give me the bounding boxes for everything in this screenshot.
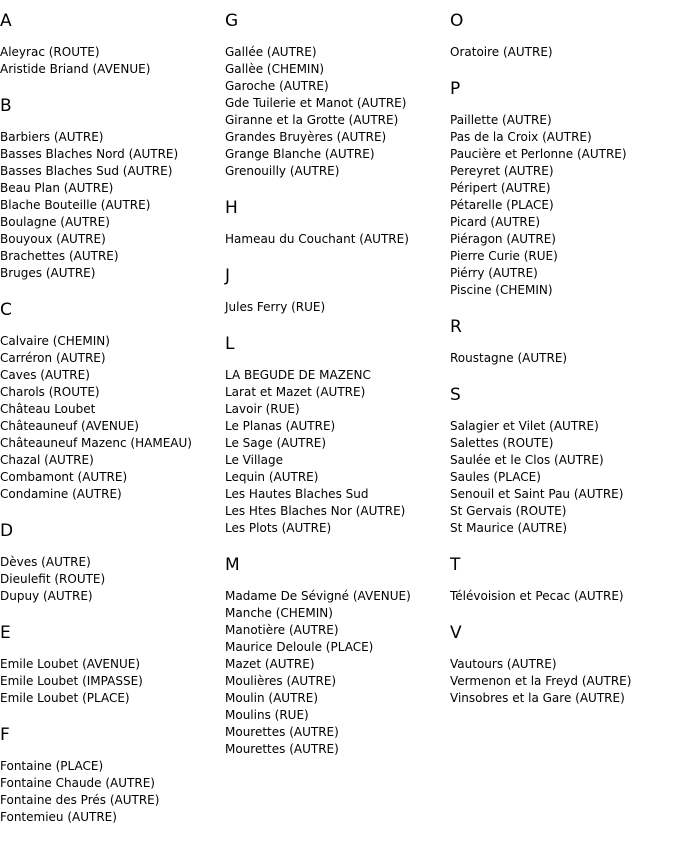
street-entry: Les Htes Blaches Nor (AUTRE) (225, 504, 406, 518)
section-letter: S (450, 385, 461, 405)
street-entry: Pierre Curie (RUE) (450, 249, 558, 263)
street-entry: Gallèe (CHEMIN) (225, 62, 325, 76)
section-spacer (0, 282, 224, 299)
street-list (450, 656, 674, 707)
section-letter: M (225, 555, 240, 575)
street-entry: Bruges (AUTRE) (0, 266, 96, 280)
street-entry: Salagier et Vilet (AUTRE) (450, 419, 599, 433)
street-list (0, 333, 224, 503)
street-list (450, 418, 674, 537)
street-entry: Lavoir (RUE) (225, 402, 300, 416)
street-entry: Manche (CHEMIN) (225, 606, 333, 620)
section-spacer (0, 78, 224, 95)
index-column-3 (450, 10, 674, 724)
street-entry: Fontaine Chaude (AUTRE) (0, 776, 155, 790)
section-letter: R (450, 317, 462, 337)
street-entry: Vautours (AUTRE) (450, 657, 557, 671)
street-entry: Gallée (AUTRE) (225, 45, 317, 59)
street-entry: Carréron (AUTRE) (0, 351, 106, 365)
section-letter: V (450, 623, 462, 643)
street-entry: St Gervais (ROUTE) (450, 504, 567, 518)
street-entry: Condamine (AUTRE) (0, 487, 122, 501)
street-entry: Aleyrac (ROUTE) (0, 45, 100, 59)
street-entry: Dèves (AUTRE) (0, 555, 91, 569)
street-entry: Senouil et Saint Pau (AUTRE) (450, 487, 624, 501)
street-entry: Le Planas (AUTRE) (225, 419, 336, 433)
street-entry: Combamont (AUTRE) (0, 470, 128, 484)
section-spacer (225, 316, 449, 333)
section-letter: P (450, 79, 461, 99)
section-letter: E (0, 623, 11, 643)
street-list (225, 299, 449, 316)
letter-section (225, 10, 449, 197)
street-entry: Vinsobres et la Gare (AUTRE) (450, 691, 625, 705)
section-spacer (450, 367, 674, 384)
letter-section (450, 554, 674, 622)
street-entry: Télévoision et Pecac (AUTRE) (450, 589, 624, 603)
street-entry: Basses Blaches Sud (AUTRE) (0, 164, 173, 178)
street-entry: Piéragon (AUTRE) (450, 232, 556, 246)
letter-section (450, 10, 674, 78)
street-entry: Fontaine (PLACE) (0, 759, 104, 773)
street-entry: Châteauneuf Mazenc (HAMEAU) (0, 436, 192, 450)
street-entry: Châteauneuf (AVENUE) (0, 419, 139, 433)
letter-section (0, 10, 224, 95)
street-entry: Mourettes (AUTRE) (225, 742, 339, 756)
section-spacer (0, 826, 224, 843)
street-list (0, 758, 224, 826)
street-entry: Mazet (AUTRE) (225, 657, 315, 671)
street-entry: St Maurice (AUTRE) (450, 521, 568, 535)
section-spacer (450, 707, 674, 724)
section-spacer (225, 248, 449, 265)
street-entry: Bouyoux (AUTRE) (0, 232, 106, 246)
street-entry: Charols (ROUTE) (0, 385, 100, 399)
street-entry: Boulagne (AUTRE) (0, 215, 110, 229)
street-list (225, 588, 449, 758)
street-entry: Lequin (AUTRE) (225, 470, 319, 484)
street-entry: Saulée et le Clos (AUTRE) (450, 453, 604, 467)
street-entry: Les Hautes Blaches Sud (225, 487, 369, 501)
street-entry: Pereyret (AUTRE) (450, 164, 554, 178)
street-entry: Emile Loubet (AVENUE) (0, 657, 141, 671)
street-entry: Grenouilly (AUTRE) (225, 164, 340, 178)
street-list (0, 656, 224, 707)
letter-section (0, 299, 224, 520)
street-entry: Salettes (ROUTE) (450, 436, 554, 450)
street-list (450, 350, 674, 367)
street-entry: Giranne et la Grotte (AUTRE) (225, 113, 399, 127)
street-entry: Larat et Mazet (AUTRE) (225, 385, 366, 399)
street-entry: Barbiers (AUTRE) (0, 130, 104, 144)
letter-section (0, 622, 224, 724)
section-letter: H (225, 198, 238, 218)
street-entry: Oratoire (AUTRE) (450, 45, 553, 59)
street-entry: Pas de la Croix (AUTRE) (450, 130, 592, 144)
street-list (0, 554, 224, 605)
letter-section (225, 265, 449, 333)
street-entry: Emile Loubet (PLACE) (0, 691, 130, 705)
street-entry: Moulières (AUTRE) (225, 674, 337, 688)
letter-section (450, 384, 674, 554)
street-entry: Moulins (RUE) (225, 708, 309, 722)
street-entry: Aristide Briand (AVENUE) (0, 62, 151, 76)
street-entry: Hameau du Couchant (AUTRE) (225, 232, 409, 246)
section-spacer (0, 707, 224, 724)
street-list (450, 112, 674, 299)
section-letter: G (225, 11, 239, 31)
street-entry: Chazal (AUTRE) (0, 453, 94, 467)
street-entry: Le Village (225, 453, 283, 467)
index-column-2 (225, 10, 449, 775)
street-entry: Basses Blaches Nord (AUTRE) (0, 147, 179, 161)
street-entry: Péripert (AUTRE) (450, 181, 551, 195)
letter-section (225, 197, 449, 265)
street-entry: Garoche (AUTRE) (225, 79, 329, 93)
street-entry: Mourettes (AUTRE) (225, 725, 339, 739)
street-entry: Paillette (AUTRE) (450, 113, 552, 127)
street-entry: Beau Plan (AUTRE) (0, 181, 114, 195)
letter-section (225, 554, 449, 775)
street-entry: Dieulefit (ROUTE) (0, 572, 106, 586)
street-entry: Brachettes (AUTRE) (0, 249, 119, 263)
street-entry: Blache Bouteille (AUTRE) (0, 198, 151, 212)
section-spacer (0, 605, 224, 622)
section-letter: T (450, 555, 461, 575)
street-entry: Grange Blanche (AUTRE) (225, 147, 375, 161)
street-entry: Piscine (CHEMIN) (450, 283, 553, 297)
street-entry: Emile Loubet (IMPASSE) (0, 674, 143, 688)
street-entry: Dupuy (AUTRE) (0, 589, 93, 603)
street-entry: Madame De Sévigné (AVENUE) (225, 589, 411, 603)
street-entry: Pétarelle (PLACE) (450, 198, 554, 212)
section-spacer (225, 537, 449, 554)
letter-section (450, 316, 674, 384)
street-list (225, 44, 449, 180)
letter-section (0, 724, 224, 843)
street-entry: Piérry (AUTRE) (450, 266, 538, 280)
letter-section (0, 95, 224, 299)
street-entry: Gde Tuilerie et Manot (AUTRE) (225, 96, 407, 110)
street-list (0, 129, 224, 282)
street-list (450, 44, 674, 61)
street-entry: Fontemieu (AUTRE) (0, 810, 117, 824)
street-entry: Paucière et Perlonne (AUTRE) (450, 147, 627, 161)
street-entry: Caves (AUTRE) (0, 368, 90, 382)
street-entry: Vermenon et la Freyd (AUTRE) (450, 674, 632, 688)
street-entry: LA BEGUDE DE MAZENC (225, 368, 371, 382)
street-list (225, 231, 449, 248)
section-letter: F (0, 725, 10, 745)
section-letter: D (0, 521, 14, 541)
street-entry: Calvaire (CHEMIN) (0, 334, 110, 348)
section-spacer (225, 758, 449, 775)
street-entry: Jules Ferry (RUE) (225, 300, 326, 314)
section-spacer (225, 180, 449, 197)
section-spacer (0, 503, 224, 520)
section-spacer (450, 605, 674, 622)
section-letter: J (225, 266, 231, 286)
letter-section (0, 520, 224, 622)
street-list (225, 367, 449, 537)
street-entry: Fontaine des Prés (AUTRE) (0, 793, 160, 807)
street-list (0, 44, 224, 78)
street-entry: Manotière (AUTRE) (225, 623, 339, 637)
section-letter: O (450, 11, 464, 31)
section-letter: A (0, 11, 12, 31)
section-spacer (450, 299, 674, 316)
letter-section (225, 333, 449, 554)
section-letter: B (0, 96, 12, 116)
street-list (450, 588, 674, 605)
street-entry: Les Plots (AUTRE) (225, 521, 332, 535)
street-entry: Château Loubet (0, 402, 96, 416)
street-entry: Maurice Deloule (PLACE) (225, 640, 374, 654)
letter-section (450, 78, 674, 316)
street-entry: Roustagne (AUTRE) (450, 351, 568, 365)
street-entry: Grandes Bruyères (AUTRE) (225, 130, 387, 144)
section-letter: L (225, 334, 235, 354)
section-spacer (450, 61, 674, 78)
street-entry: Le Sage (AUTRE) (225, 436, 327, 450)
section-letter: C (0, 300, 12, 320)
street-entry: Saules (PLACE) (450, 470, 541, 484)
index-column-1 (0, 10, 224, 843)
letter-section (450, 622, 674, 724)
street-entry: Moulin (AUTRE) (225, 691, 318, 705)
section-spacer (450, 537, 674, 554)
street-entry: Picard (AUTRE) (450, 215, 541, 229)
